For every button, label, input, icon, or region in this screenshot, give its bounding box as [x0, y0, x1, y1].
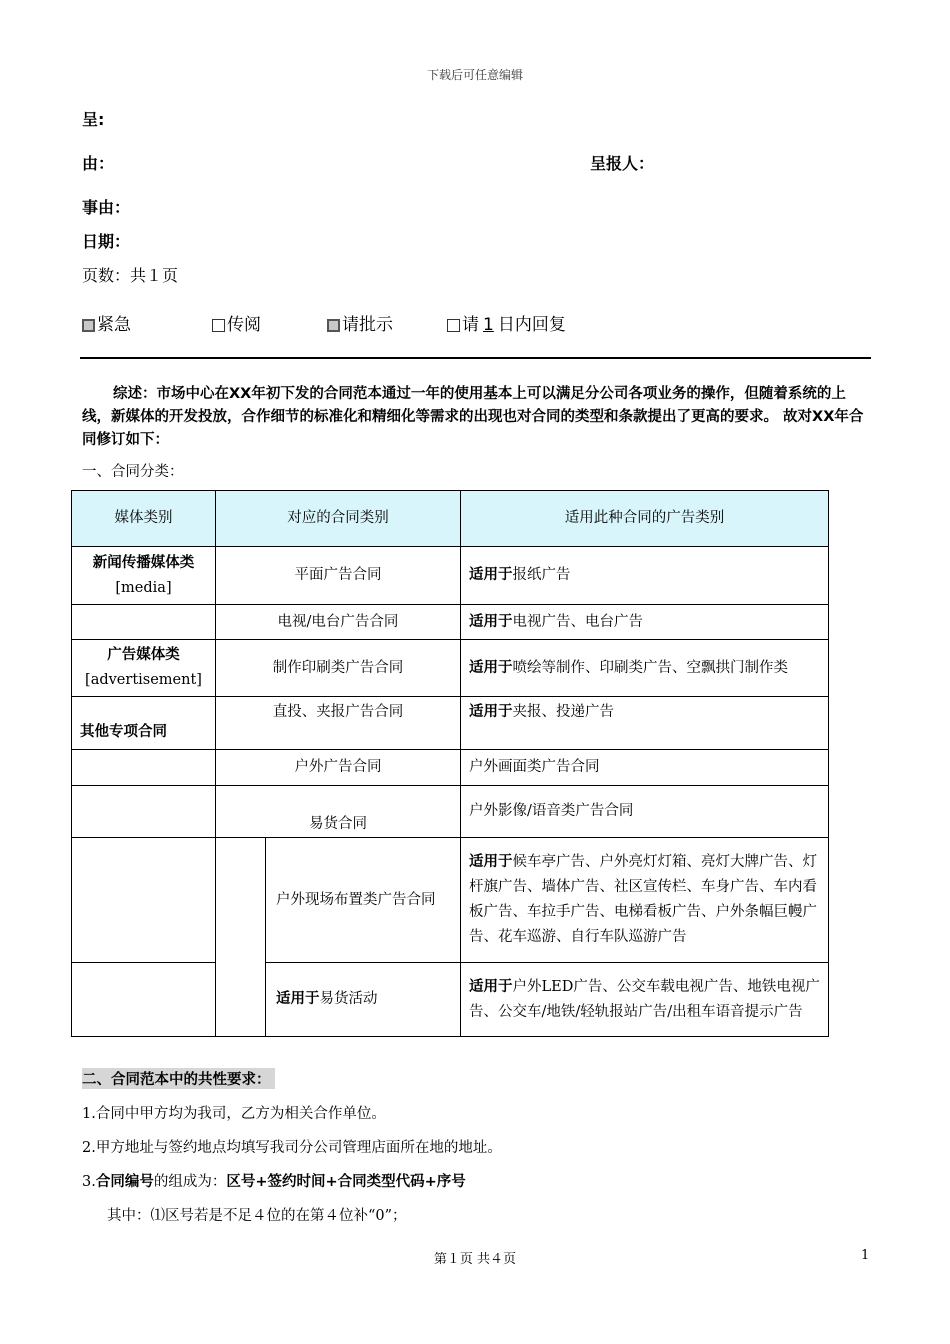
ad-barter: 户外影像/语音类广告合同 — [461, 786, 829, 838]
empty-cell — [72, 963, 216, 1037]
item-3 — [82, 1170, 466, 1191]
checkbox-circulate[interactable] — [212, 319, 225, 332]
applies-prefix: 适用于 — [469, 978, 513, 995]
flag-reply-prefix: 请 — [462, 315, 479, 335]
applies-prefix: 适用于 — [469, 567, 513, 583]
pages-label: 页数：共１页 — [82, 266, 179, 285]
item-3-prefix: 3. — [82, 1174, 96, 1190]
flag-reply-suffix: 日内回复 — [497, 315, 566, 335]
applies-prefix: 适用于 — [469, 704, 513, 720]
ad-barter-activity: 户外LED广告、公交车载电视广告、地铁电视广告、公交车/地铁/轻轨报站广告/出租车语音提示广告 — [469, 978, 820, 1020]
contract-production: 制作印刷类广告合同 — [216, 640, 461, 697]
section1-title: 一、合同分类： — [82, 464, 184, 480]
ad-barter-activity-cell — [461, 963, 829, 1037]
ad-production: 喷绘等制作、印刷类广告、空飘拱门制作类 — [512, 659, 788, 676]
to-label: 呈: — [82, 110, 105, 129]
contract-barter-activity-cell — [266, 963, 461, 1037]
flag-urgent[interactable] — [82, 310, 131, 335]
applies-prefix: 适用于 — [469, 613, 513, 630]
contract-onsite: 户外现场布置类广告合同 — [266, 838, 461, 963]
table-row — [72, 697, 829, 750]
date-label: 日期： — [82, 232, 131, 251]
flag-reply-days: 1 — [483, 315, 494, 335]
media-other: 其他专项合同 — [72, 697, 216, 750]
header-contract: 对应的合同类别 — [216, 491, 461, 547]
table-row — [72, 838, 829, 963]
flag-reply[interactable] — [447, 310, 566, 335]
ad-tv: 电视广告、电台广告 — [512, 613, 643, 630]
media-news-title: 新闻传播媒体类 — [92, 554, 195, 571]
applies-prefix: 适用于 — [469, 854, 513, 870]
ad-direct-cell — [461, 697, 829, 750]
contract-print: 平面广告合同 — [216, 547, 461, 605]
summary-paragraph: 综述：市场中心在XX年初下发的合同范本通过一年的使用基本上可以满足分公司各项业务的操作，但随着系统的上线，新媒体的开发投放，合作细节的标准化和精细化等需求的出现也对合同的类型和条款提出了更高的要求。 故对XX年合同修订如下： — [82, 386, 864, 448]
ad-onsite: 候车亭广告、户外亮灯灯箱、亮灯大牌广告、灯杆旗广告、墙体广告、社区宣传栏、车身广告、车内看板广告、车拉手广告、电梯看板广告、户外条幅巨幔广告、花车巡游、自行车队巡游广告 — [469, 854, 817, 945]
media-ad-title: 广告媒体类 — [107, 647, 180, 663]
empty-cell — [216, 838, 266, 1037]
table-row — [72, 750, 829, 786]
flag-approve-label: 请批示 — [342, 315, 393, 335]
header-ad: 适用此种合同的广告类别 — [461, 491, 829, 547]
item-1: 1.合同中甲方均为我司，乙方为相关合作单位。 — [82, 1106, 386, 1122]
empty-cell — [72, 750, 216, 786]
table-row — [72, 786, 829, 838]
table-row — [72, 605, 829, 640]
flag-urgent-label: 紧急 — [97, 315, 131, 335]
flag-circulate[interactable] — [212, 310, 261, 335]
applies-prefix: 适用于 — [469, 659, 513, 676]
item-2: 2.甲方地址与签约地点均填写我司分公司管理店面所在地的地址。 — [82, 1140, 502, 1156]
ad-tv-cell — [461, 605, 829, 640]
checkbox-reply[interactable] — [447, 319, 460, 332]
checkbox-approve[interactable] — [327, 319, 340, 332]
table-header-row — [72, 491, 829, 547]
subject-label: 事由： — [82, 198, 131, 217]
contract-barter-activity: 易货活动 — [319, 991, 378, 1007]
ad-onsite-cell — [461, 838, 829, 963]
table-row — [72, 963, 829, 1037]
reporter-label: 呈报人： — [590, 154, 655, 173]
from-label: 由： — [82, 154, 115, 173]
table-row — [72, 547, 829, 605]
page-number: 1 — [861, 1248, 870, 1263]
section2-title: 二、合同范本中的共性要求： — [82, 1068, 275, 1089]
flag-approve[interactable] — [327, 310, 393, 335]
ad-outdoor: 户外画面类广告合同 — [461, 750, 829, 786]
header-note: 下载后可任意编辑 — [426, 68, 523, 82]
table-row — [72, 640, 829, 697]
contract-table — [71, 490, 829, 1037]
item-3-bold1: 合同编号 — [95, 1174, 154, 1190]
item-4: 其中：⑴区号若是不足４位的在第４位补“0”； — [107, 1208, 407, 1224]
empty-cell — [72, 605, 216, 640]
empty-cell — [72, 786, 216, 838]
media-news-cell — [72, 547, 216, 605]
contract-direct: 直投、夹报广告合同 — [216, 697, 461, 750]
flag-circulate-label: 传阅 — [227, 315, 261, 335]
media-ad-cell — [72, 640, 216, 697]
page-of-footer: 第１页 共４页 — [433, 1252, 517, 1267]
media-ad-en: [advertisement] — [85, 672, 202, 688]
applies-prefix: 适用于 — [276, 991, 320, 1007]
ad-print: 报纸广告 — [512, 567, 571, 583]
header-media: 媒体类别 — [72, 491, 216, 547]
contract-outdoor: 户外广告合同 — [216, 750, 461, 786]
ad-direct: 夹报、投递广告 — [512, 704, 614, 720]
item-3-bold2: 区号+签约时间+合同类型代码+序号 — [226, 1174, 466, 1190]
contract-barter: 易货合同 — [216, 786, 461, 838]
ad-production-cell — [461, 640, 829, 697]
item-3-mid: 的组成为： — [153, 1174, 227, 1190]
horizontal-rule — [80, 357, 871, 359]
contract-tv: 电视/电台广告合同 — [216, 605, 461, 640]
checkbox-urgent[interactable] — [82, 319, 95, 332]
media-news-en: [media] — [115, 579, 172, 596]
ad-print-cell — [461, 547, 829, 605]
empty-cell — [72, 838, 216, 963]
